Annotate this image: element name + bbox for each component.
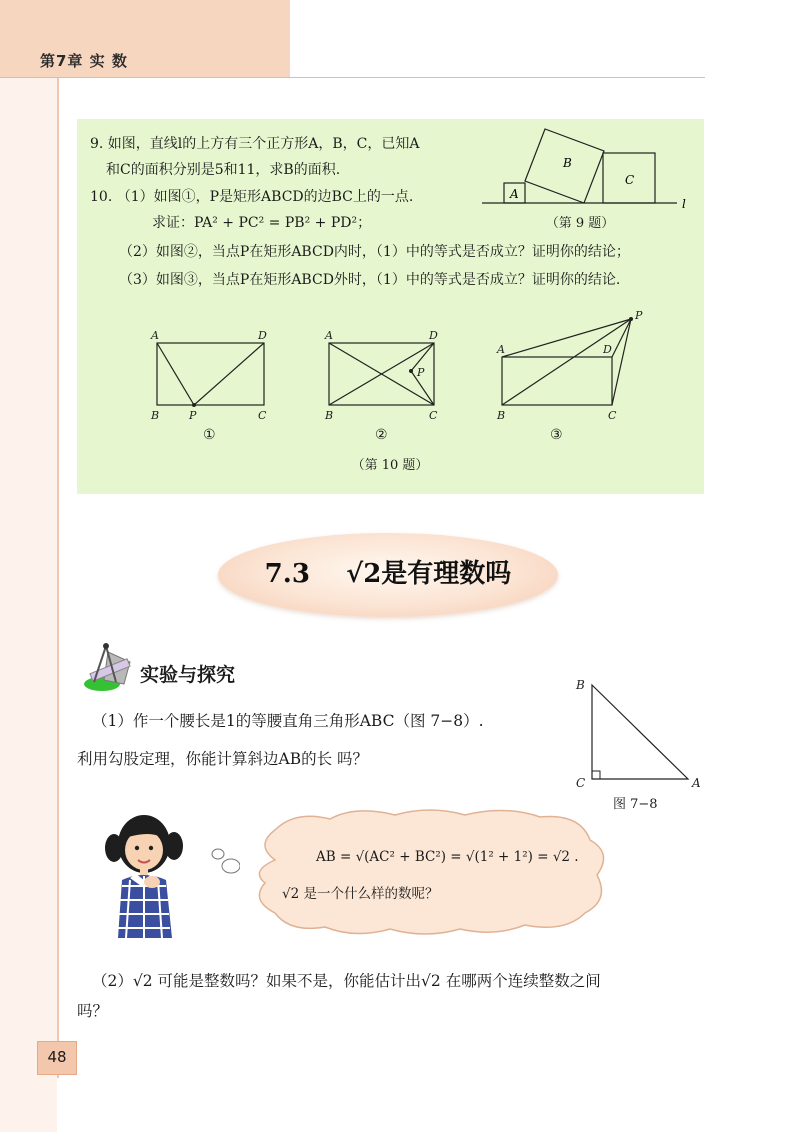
fig10-3-p: P (635, 309, 643, 322)
fig9-label-c: C (625, 173, 635, 187)
fig10-3-d: D (603, 343, 612, 356)
fig10-3-b: B (497, 409, 506, 422)
q9-line2: 和C的面积分别是5和11，求B的面积. (106, 162, 341, 178)
chapter-title: 第7章 实 数 (40, 52, 128, 70)
header-rule (0, 77, 705, 78)
section-title (218, 553, 558, 590)
q10-line1: 10. （1）如图①，P是矩形ABCD的边BC上的一点. (90, 189, 414, 205)
fig10-1-b: B (151, 409, 160, 422)
figure-10-rectangles (137, 309, 697, 444)
page-number: 48 (47, 1048, 67, 1066)
fig10-2-d: D (429, 329, 438, 342)
fig9-label-a: A (510, 187, 519, 201)
thought-question: √2 是一个什么样的数呢？ (282, 886, 439, 902)
fig10-caption: （第 10 题） (351, 458, 429, 473)
fig10-1-caption: ① (203, 427, 216, 443)
q10-line2: 求证：PA² + PC² = PB² + PD²； (152, 215, 372, 231)
section-title-text: √2是有理数吗 (346, 559, 512, 589)
section-number: 7.3 (264, 559, 310, 589)
fig9-caption: （第 9 题） (545, 216, 615, 231)
fig78-label-a: A (692, 776, 701, 790)
fig10-2-caption: ② (375, 427, 388, 443)
fig10-2-a: A (325, 329, 333, 342)
fig10-1-p: P (189, 409, 197, 422)
fig10-1-d: D (258, 329, 267, 342)
figure-7-8-right-triangle (570, 672, 710, 797)
exercise-box (77, 119, 704, 494)
fig78-label-c: C (576, 776, 586, 790)
paragraph-1-line2: 利用勾股定理，你能计算斜边AB的长 吗？ (77, 750, 369, 768)
q10-line3: （2）如图②，当点P在矩形ABCD内时，（1）中的等式是否成立？证明你的结论； (119, 244, 630, 260)
fig10-2-c: C (429, 409, 438, 422)
fig10-1-a: A (151, 329, 159, 342)
fig9-label-l: l (682, 197, 686, 211)
fig10-3-a: A (497, 343, 505, 356)
q10-line4: （3）如图③，当点P在矩形ABCD外时，（1）中的等式是否成立？证明你的结论. (119, 272, 621, 288)
paragraph-2-line2: 吗？ (77, 1002, 109, 1020)
compass-ruler-icon (80, 640, 138, 696)
fig10-1-c: C (258, 409, 267, 422)
thinking-girl-illustration (100, 808, 240, 938)
q9-line1: 9. 如图，直线l的上方有三个正方形A，B，C，已知A (90, 136, 420, 152)
paragraph-2-line1: （2）√2 可能是整数吗？如果不是，你能估计出√2 在哪两个连续整数之间 (92, 972, 601, 990)
thought-equation: AB = √(AC² + BC²) = √(1² + 1²) = √2 . (316, 849, 579, 865)
fig10-2-p: P (417, 366, 425, 379)
fig78-label-b: B (576, 678, 585, 692)
fig10-3-caption: ③ (550, 427, 563, 443)
left-margin-bar (0, 78, 57, 1132)
explore-section-label: 实验与探究 (140, 664, 236, 686)
thought-cloud (245, 805, 615, 940)
fig10-2-b: B (325, 409, 334, 422)
paragraph-1-line1: （1）作一个腰长是1的等腰直角三角形ABC（图 7−8）. (92, 712, 484, 730)
left-margin-line (57, 78, 59, 1078)
figure-7-8-caption: 图 7−8 (613, 797, 658, 812)
fig9-label-b: B (563, 156, 572, 170)
fig10-3-c: C (608, 409, 617, 422)
